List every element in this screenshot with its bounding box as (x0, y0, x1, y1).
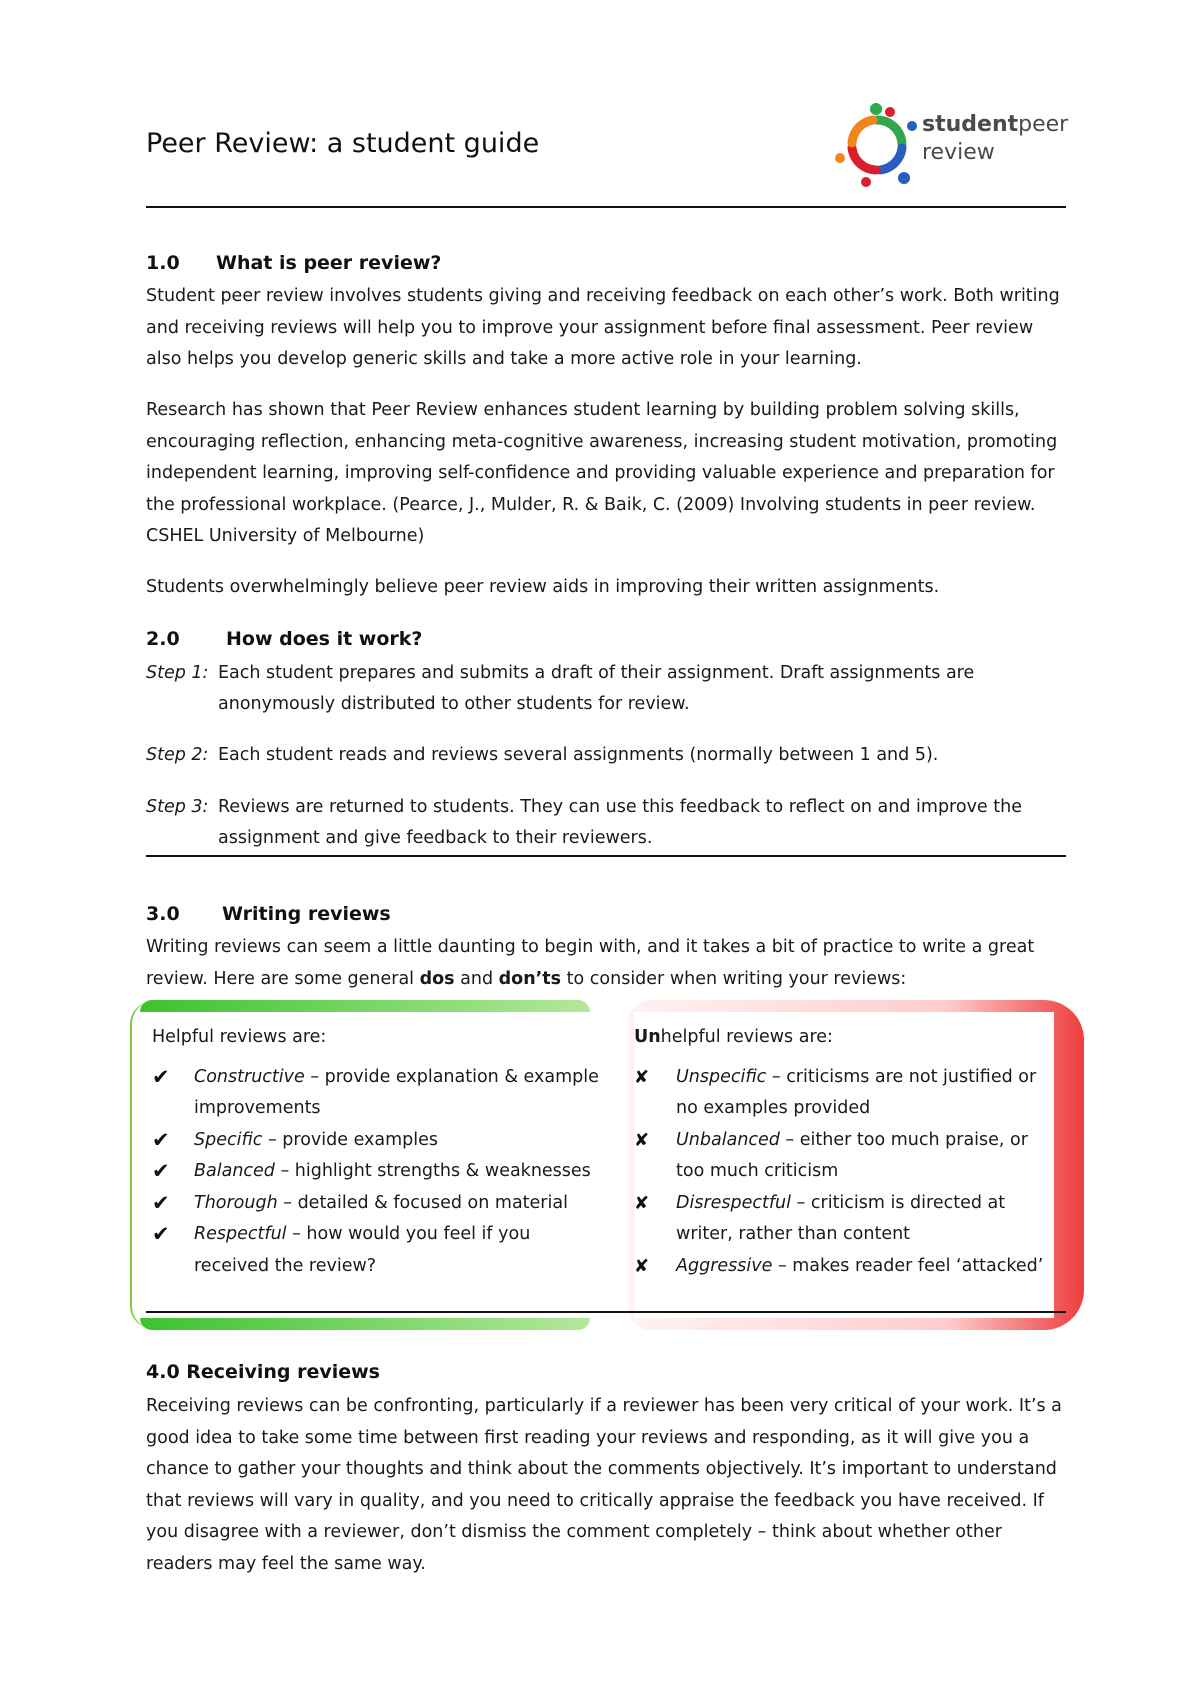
section1-paragraph-1: Student peer review involves students giving and receiving feedback on each other’s work. Both writing and receiving reviews will help you to improve your assignment before final assessment. Peer review also helps you develop generic skills and take a more active role in your learning. (146, 286, 1060, 369)
section-heading-2: 2.0 How does it work? (146, 628, 423, 650)
section1-paragraph-2: Research has shown that Peer Review enhances student learning by building problem solving skills, encouraging reflection, enhancing meta-cognitive awareness, increasing student motivation, promoting independent learning, improving self-confidence and providing valuable experience and preparation for the professional workplace. (Pearce, J., Mulder, R. & Baik, C. (2009) Involving students in peer review. CSHEL University of Melbourne) (146, 400, 1058, 546)
check-icon: ✔ (152, 1222, 170, 1246)
logo-wordmark-line2: review (922, 140, 995, 165)
unhelpful-column (634, 1022, 1054, 1282)
helpful-item: ✔ Balanced – highlight strengths & weaknesses (152, 1156, 602, 1188)
helpful-column (152, 1022, 602, 1282)
section4-paragraph-1: Receiving reviews can be confronting, particularly if a reviewer has been very critical of your work. It’s a good idea to take some time between first reading your reviews and responding, as it will give you a chance to gather your thoughts and think about the comments objectively. It’s important to understand that reviews will vary in quality, and you need to critically appraise the feedback you have received. If you disagree with a reviewer, don’t dismiss the comment completely – think about whether other readers may feel the same way. (146, 1396, 1062, 1574)
unhelpful-item: ✘ Disrespectful – criticism is directed at writer, rather than content (634, 1188, 1054, 1251)
studentpeer-review-logo (832, 100, 1072, 190)
unhelpful-heading: Unhelpful reviews are: (634, 1027, 833, 1047)
check-icon: ✔ (152, 1127, 170, 1152)
section3-divider (146, 1311, 1066, 1313)
helpful-box-bottom-bar (140, 1318, 590, 1330)
helpful-box-top-bar (140, 1000, 590, 1012)
helpful-item: ✔ Thorough – detailed & focused on material (152, 1188, 602, 1220)
header-divider (146, 206, 1066, 208)
check-icon: ✔ (152, 1190, 170, 1215)
step-3: Step 3: Reviews are returned to students. They can use this feedback to reflect on and improve the assignment and give feedback to their reviewers. (146, 797, 1022, 848)
cross-icon: ✘ (634, 1192, 650, 1214)
check-icon: ✔ (152, 1064, 170, 1089)
logo-ring-icon (832, 100, 922, 190)
logo-wordmark-line1: studentpeer (922, 112, 1069, 137)
unhelpful-item: ✘ Unspecific – criticisms are not justified or no examples provided (634, 1062, 1054, 1125)
helpful-item: ✔ Respectful – how would you feel if you received the review? (152, 1219, 602, 1282)
cross-icon: ✘ (634, 1255, 650, 1277)
helpful-item: ✔ Specific – provide examples (152, 1125, 602, 1157)
cross-icon: ✘ (634, 1129, 650, 1151)
helpful-heading: Helpful reviews are: (152, 1027, 327, 1047)
section-heading-1: 1.0 What is peer review? (146, 252, 442, 274)
helpful-item: ✔ Constructive – provide explanation & example improvements (152, 1062, 602, 1125)
unhelpful-item: ✘ Aggressive – makes reader feel ‘attacked’ (634, 1251, 1054, 1283)
step-1: Step 1: Each student prepares and submits a draft of their assignment. Draft assignments are anonymously distributed to other students for review. (146, 663, 975, 714)
cross-icon: ✘ (634, 1066, 650, 1088)
section-heading-3: 3.0 Writing reviews (146, 903, 391, 925)
section-heading-4: 4.0 Receiving reviews (146, 1361, 380, 1383)
check-icon: ✔ (152, 1159, 170, 1183)
section2-divider (146, 855, 1066, 857)
step-2: Step 2: Each student reads and reviews several assignments (normally between 1 and 5). (146, 745, 939, 765)
section1-paragraph-3: Students overwhelmingly believe peer review aids in improving their written assignments. (146, 577, 940, 597)
page-title: Peer Review: a student guide (146, 128, 540, 159)
unhelpful-item: ✘ Unbalanced – either too much praise, or too much criticism (634, 1125, 1054, 1188)
section3-intro: Writing reviews can seem a little daunting to begin with, and it takes a bit of practice to write a great review. Here are some general dos and don’ts to consider when writing your reviews: (146, 937, 1035, 989)
